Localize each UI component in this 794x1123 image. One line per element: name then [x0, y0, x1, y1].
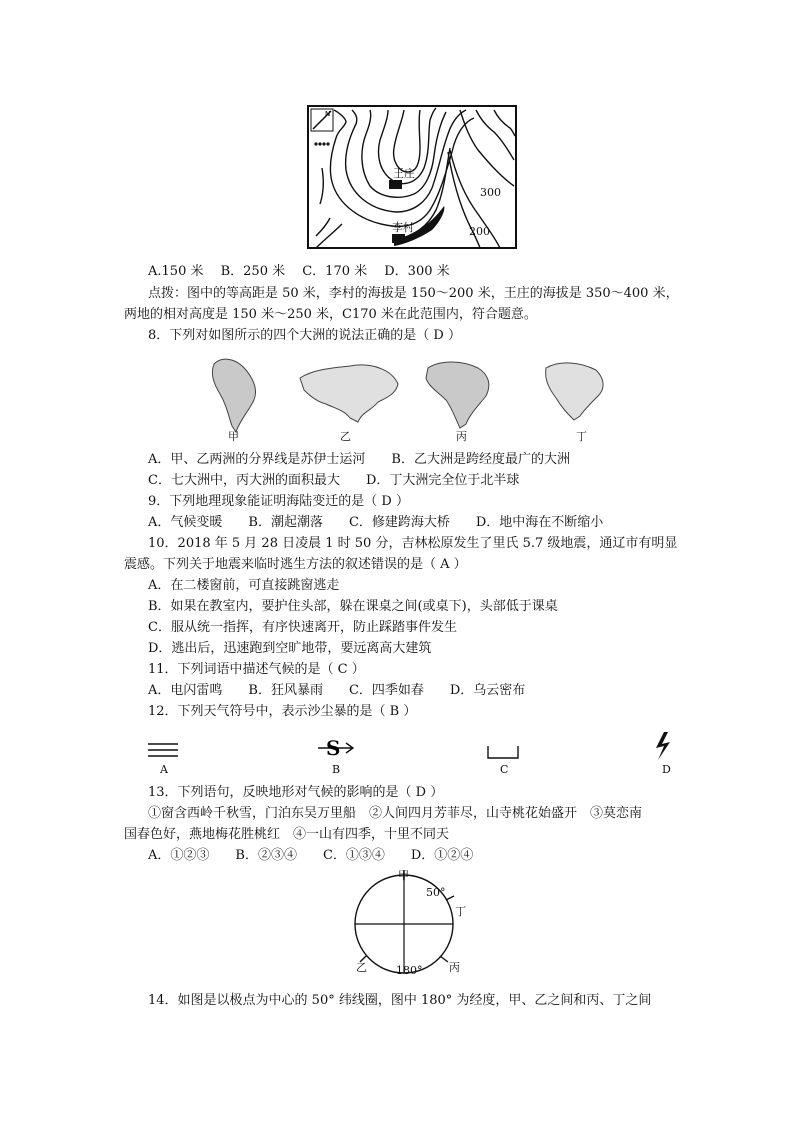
symbol-label-c: C [500, 763, 509, 776]
contour-300-label: 300 [480, 186, 501, 199]
latitude-50-label: 50° [426, 886, 446, 899]
point-jia-label: 甲 [398, 869, 409, 882]
wangzhuang-label: 王庄 [393, 167, 415, 180]
q10-stem-line-1: 10．2018 年 5 月 28 日凌晨 1 时 50 分，吉林松原发生了里氏 5.7 级地震，通辽市有明显 [148, 536, 678, 551]
continent-label-ding: 丁 [576, 430, 587, 443]
q11-options: A．电闪雷鸣 B．狂风暴雨 C．四季如春 D．乌云密布 [148, 683, 526, 698]
q7-note-line-2: 两地的相对高度是 150 米～250 米，C170 米在此范围内，符合题意。 [124, 307, 537, 322]
q11-stem: 11．下列词语中描述气候的是（ C ） [148, 662, 365, 677]
svg-text:S: S [326, 736, 341, 760]
q10-option-c: C．服从统一指挥，有序快速离开，防止踩踏事件发生 [148, 620, 457, 635]
symbol-label-b: B [332, 763, 341, 776]
continent-label-yi: 乙 [340, 430, 351, 443]
point-bing-label: 丙 [449, 961, 460, 974]
q8-stem: 8．下列对如图所示的四个大洲的说法正确的是（ D ） [148, 328, 461, 343]
contour-200-label: 200 [469, 225, 490, 238]
q10-option-a: A．在二楼窗前，可直接跳窗逃走 [148, 578, 340, 593]
q13-line-1: ①窗含西岭千秋雪，门泊东吴万里船 ②人间四月芳菲尽，山寺桃花始盛开 ③莫恋南 [148, 806, 643, 821]
q10-option-d: D．逃出后，迅速跑到空旷地带，要远离高大建筑 [148, 641, 432, 656]
q14-stem: 14．如图是以极点为中心的 50° 纬线圈，图中 180° 为经度，甲、乙之间和丙、丁之间 [148, 993, 652, 1008]
point-yi-label: 乙 [356, 961, 367, 974]
q13-stem: 13．下列语句，反映地形对气候的影响的是（ D ） [148, 785, 444, 800]
continent-label-jia: 甲 [228, 430, 239, 443]
q13-line-2: 国春色好，燕地梅花胜桃红 ④一山有四季，十里不同天 [124, 827, 450, 842]
q8-options-ab: A．甲、乙两洲的分界线是苏伊士运河 B．乙大洲是跨经度最广的大洲 [148, 452, 570, 467]
symbol-label-a: A [160, 763, 168, 776]
symbol-label-d: D [662, 763, 671, 776]
continent-label-bing: 丙 [456, 430, 467, 443]
svg-text:N: N [325, 110, 331, 118]
longitude-180-label: 180° [396, 964, 423, 977]
q7-note-line-1: 点拨：图中的等高距是 50 米，李村的海拔是 150～200 米，王庄的海拔是 350～400 米， [148, 286, 679, 301]
licun-label: 李村 [392, 221, 414, 234]
q8-options-cd: C．七大洲中，丙大洲的面积最大 D．丁大洲完全位于北半球 [148, 473, 520, 488]
q13-options: A．①②③ B．②③④ C．①③④ D．①②④ [148, 848, 474, 863]
q10-option-b: B．如果在教室内，要护住头部，躲在课桌之间(或桌下)，头部低于课桌 [148, 599, 558, 614]
q9-stem: 9．下列地理现象能证明海陆变迁的是（ D ） [148, 494, 409, 509]
q9-options: A．气候变暖 B．潮起潮落 C．修建跨海大桥 D．地中海在不断缩小 [148, 515, 604, 530]
q7-options: A.150 米 B．250 米 C．170 米 D．300 米 [148, 264, 450, 279]
q12-stem: 12．下列天气符号中，表示沙尘暴的是（ B ） [148, 704, 417, 719]
point-ding-label: 丁 [455, 905, 466, 918]
q10-stem-line-2: 震感。下列关于地震来临时逃生方法的叙述错误的是（ A ） [124, 557, 467, 572]
